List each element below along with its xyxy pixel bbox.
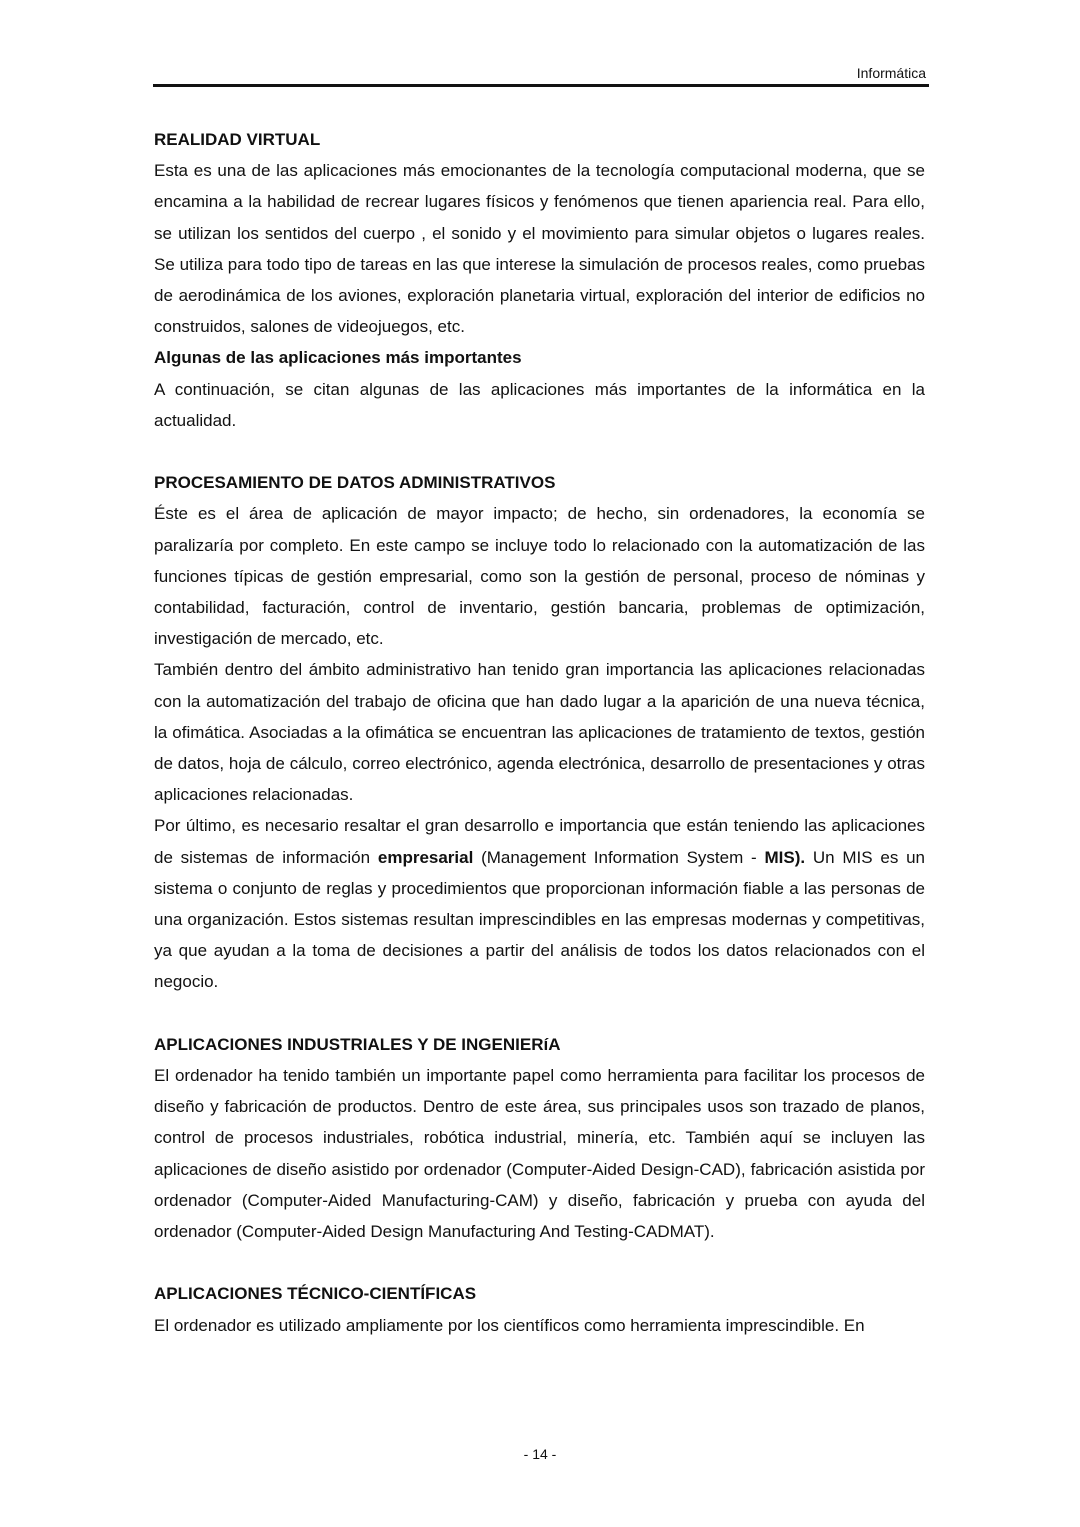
page-header [153, 64, 929, 87]
paragraph-admin-3 [154, 810, 925, 997]
paragraph-admin-1: Éste es el área de aplicación de mayor impacto; de hecho, sin ordenadores, la economía se paralizaría por completo. En este campo se incluye todo lo relacionado con la automatización de las funciones típicas de gestión empresarial, como son la gestión de personal, proceso de nóminas y contabilidad, facturación, control de inventario, gestión bancaria, problemas de optimización, investigación de mercado, etc. [154, 504, 925, 649]
header-title: Informática [856, 65, 926, 81]
section-heading-admin: PROCESAMIENTO DE DATOS ADMINISTRATIVOS [154, 473, 556, 493]
paragraph-admin-2: También dentro del ámbito administrativo han tenido gran importancia las aplicaciones relacionadas con la automatización del trabajo de oficina que han dado lugar a la aparición de una nueva técnica, la ofimática. Asociadas a la ofimática se encuentran las aplicaciones de tratamiento de textos, gestión de datos, hoja de cálculo, correo electrónico, agenda electrónica, desarrollo de presentaciones y otras aplicaciones relacionadas. [154, 660, 925, 805]
section-spacer [154, 998, 925, 1029]
section-heading-industrial: APLICACIONES INDUSTRIALES Y DE INGENIERíA [154, 1034, 561, 1054]
paragraph-admin-3-text-c: Un MIS es un sistema o conjunto de reglas y procedimientos que proporcionan información fiable a las personas de una organización. Estos sistemas resultan imprescindibles en las empresas modernas y competitivas, ya que ayudan a la toma de decisiones a partir del análisis de todos los datos relacionados con el negocio. [154, 847, 926, 992]
subheading-applications: Algunas de las aplicaciones más importantes [154, 348, 522, 368]
document-body [154, 124, 925, 1341]
paragraph-admin-3-text-a: Por último, es necesario resaltar el gran desarrollo e importancia que están teniendo las aplicaciones de sistemas de información [154, 816, 925, 867]
section-heading-vr: REALIDAD VIRTUAL [154, 130, 321, 149]
section-spacer [154, 436, 925, 467]
paragraph-scientific-1: El ordenador es utilizado ampliamente por los científicos como herramienta imprescindible. En [154, 1315, 865, 1335]
bold-mis: MIS). [764, 847, 806, 867]
bold-empresarial: empresarial [377, 847, 474, 867]
paragraph-vr-1: Esta es una de las aplicaciones más emocionantes de la tecnología computacional moderna, que se encamina a la habilidad de recrear lugares físicos y fenómenos que tienen apariencia real. Para ello, se utilizan los sentidos del cuerpo , el sonido y el movimiento para simular objetos o lugares reales. Se utiliza para todo tipo de tareas en las que interese la simulación de procesos reales, como pruebas de aerodinámica de los aviones, exploración planetaria virtual, exploración del interior de edificios no construidos, salones de videojuegos, etc. [154, 161, 925, 337]
paragraph-industrial-1: El ordenador ha tenido también un importante papel como herramienta para facilitar los procesos de diseño y fabricación de productos. Dentro de este área, sus principales usos son trazado de planos, control de procesos industriales, robótica industrial, minería, etc. También aquí se incluyen las aplicaciones de diseño asistido por ordenador (Computer-Aided Design-CAD), fabricación asistida por ordenador (Computer-Aided Manufacturing-CAM) y diseño, fabricación y prueba con ayuda del ordenador (Computer-Aided Design Manufacturing And Testing-CADMAT). [154, 1066, 925, 1242]
section-heading-scientific: APLICACIONES TÉCNICO-CIENTÍFICAS [154, 1284, 477, 1304]
page-number: - 14 - [523, 1446, 557, 1462]
paragraph-vr-2: A continuación, se citan algunas de las aplicaciones más importantes de la informática en la actualidad. [154, 379, 925, 430]
section-spacer [154, 1247, 925, 1278]
paragraph-admin-3-text-b: (Management Information System - [473, 847, 765, 867]
